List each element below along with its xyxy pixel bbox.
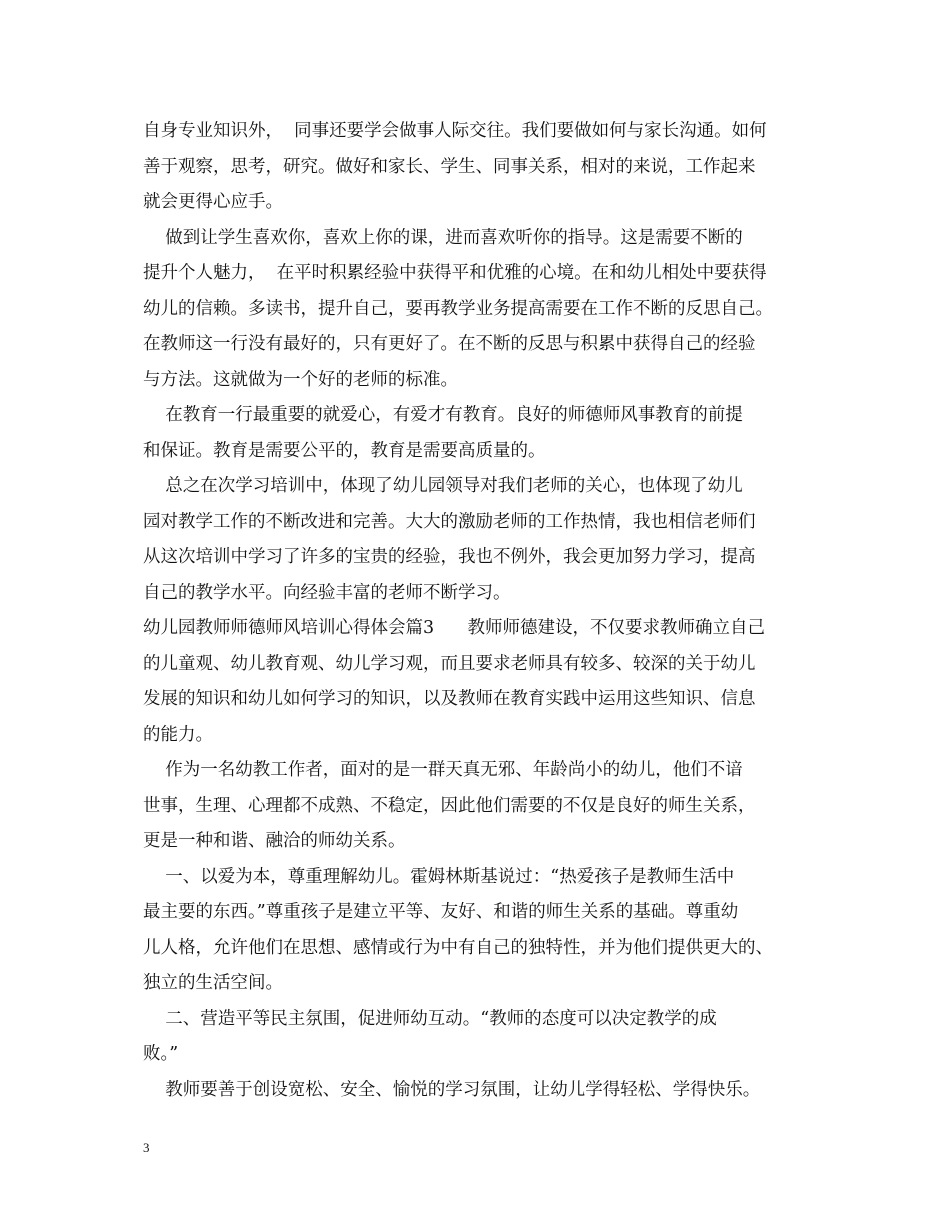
text-line: 二、营造平等民主氛围，促进师幼互动。“教师的态度可以决定教学的成 xyxy=(143,1008,717,1029)
text-line: 作为一名幼教工作者，面对的是一群天真无邪、年龄尚小的幼儿，他们不谙 xyxy=(143,760,743,780)
text-line: 在教育一行最重要的就爱心，有爱才有教育。良好的师德师风事教育的前提 xyxy=(143,405,743,425)
text-line: 在教师这一行没有最好的，只有更好了。在不断的反思与积累中获得自己的经验 xyxy=(143,334,756,354)
page-number: 3 xyxy=(143,1140,150,1155)
text-line: 儿人格，允许他们在思想、感情或行为中有自己的独特性，并为他们提供更大的、 xyxy=(143,937,773,958)
text-line: 做到让学生喜欢你，喜欢上你的课，进而喜欢听你的指导。这是需要不断的 xyxy=(143,227,743,248)
document-body xyxy=(143,114,825,1108)
text-line: 的能力。 xyxy=(143,724,213,745)
text-line: 幼儿的信赖。多读书，提升自己，要再教学业务提高需要在工作不断的反思自己。 xyxy=(143,298,773,319)
text-line: 更是一种和谐、融洽的师幼关系。 xyxy=(143,831,406,851)
text-line: 自身专业知识外， 同事还要学会做事人际交往。我们要做如何与家长沟通。如何 xyxy=(143,121,767,141)
text-line: 和保证。教育是需要公平的，教育是需要高质量的。 xyxy=(143,440,546,461)
section-heading-line: 幼儿园教师师德师风培训心得体会篇3 教师师德建设，不仅要求教师确立自己 xyxy=(143,618,766,638)
text-line: 独立的生活空间。 xyxy=(143,973,283,993)
text-line: 自己的教学水平。向经验丰富的老师不断学习。 xyxy=(143,582,511,603)
text-line: 教师要善于创设宽松、安全、愉悦的学习氛围，让幼儿学得轻松、学得快乐。 xyxy=(143,1079,761,1100)
text-line: 与方法。这就做为一个好的老师的标准。 xyxy=(143,369,458,390)
text-line: 总之在次学习培训中，体现了幼儿园领导对我们老师的关心，也体现了幼儿 xyxy=(143,476,743,496)
text-line: 的儿童观、幼儿教育观、幼儿学习观，而且要求老师具有较多、较深的关于幼儿 xyxy=(143,653,756,674)
text-line: 一、以爱为本，尊重理解幼儿。霍姆林斯基说过：“热爱孩子是教师生活中 xyxy=(143,866,735,887)
text-line: 就会更得心应手。 xyxy=(143,192,283,212)
text-line: 最主要的东西。”尊重孩子是建立平等、友好、和谐的师生关系的基础。尊重幼 xyxy=(143,902,739,922)
text-line: 从这次培训中学习了许多的宝贵的经验，我也不例外，我会更加努力学习，提高 xyxy=(143,547,756,567)
text-line: 园对教学工作的不断改进和完善。大大的激励老师的工作热情，我也相信老师们 xyxy=(143,511,756,532)
text-line: 发展的知识和幼儿如何学习的知识，以及教师在教育实践中运用这些知识、信息 xyxy=(143,689,756,709)
text-line: 善于观察，思考，研究。做好和家长、学生、同事关系，相对的来说，工作起来 xyxy=(143,156,756,177)
text-line: 败。” xyxy=(143,1044,179,1064)
text-line: 世事，生理、心理都不成熟、不稳定，因此他们需要的不仅是良好的师生关系， xyxy=(143,795,756,816)
text-line: 提升个人魅力， 在平时积累经验中获得平和优雅的心境。在和幼儿相处中要获得 xyxy=(143,263,767,283)
